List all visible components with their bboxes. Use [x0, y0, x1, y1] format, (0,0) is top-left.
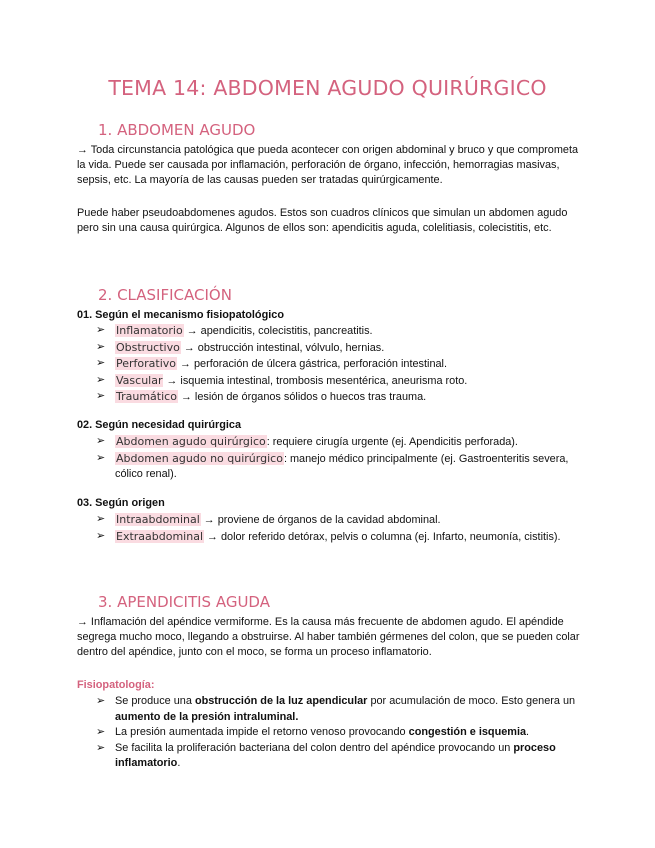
bullet-arrow-icon: ➢	[96, 390, 106, 403]
paragraph-apendicitis: → Inflamación del apéndice vermiforme. Es la causa más frecuente de abdomen agudo. El apéndide segrega mucho moco, llegando a obstruirse. Al haber también gérmenes del colon, que se pueden colar dentro del apéndice, junto con el moco, se forma un proceso inflamatorio.	[77, 616, 580, 659]
list-item	[96, 356, 582, 373]
bullet-arrow-icon: ➢	[96, 695, 106, 707]
bullet-arrow-icon: ➢	[96, 324, 106, 336]
paragraph-pseudoabdomen: Puede haber pseudoabdomenes agudos. Estos son cuadros clínicos que simulan un abdomen agudo pero sin una causa quirúrgica. Algunos de ellos son: apendicitis aguda, colelitiasis, colecistitis, etc.	[77, 207, 568, 235]
item-text: : requiere cirugía urgente (ej. Apendicitis perforada).	[266, 436, 518, 448]
bullet-arrow-icon: ➢	[96, 373, 106, 386]
page-title: TEMA 14: ABDOMEN AGUDO QUIRÚRGICO	[108, 76, 547, 100]
list-item	[96, 323, 582, 340]
highlighted-term: Abdomen agudo quirúrgico	[116, 435, 266, 448]
section-heading-abdomen-agudo: 1. ABDOMEN AGUDO	[98, 121, 256, 139]
item-text: → proviene de órganos de la cavidad abdominal.	[200, 514, 441, 526]
bold-text: congestión e isquemia	[408, 726, 527, 739]
highlighted-term: Vascular	[116, 373, 163, 387]
list-item	[96, 512, 582, 529]
item-text: → perforación de úlcera gástrica, perforación intestinal.	[177, 358, 448, 371]
bullet-arrow-icon: ➢	[96, 529, 106, 542]
highlighted-term: Perforativo	[116, 357, 177, 371]
list-item	[96, 451, 582, 483]
item-text: → dolor referido detórax, pelvis o columna (ej. Infarto, neumonía, cistitis).	[204, 530, 561, 543]
item-text: → lesión de órganos sólidos o huecos tras trauma.	[177, 391, 427, 404]
list-item	[96, 389, 582, 406]
highlighted-term: Intraabdominal	[116, 513, 200, 526]
list-mecanismo	[96, 323, 582, 406]
section-heading-apendicitis: 3. APENDICITIS AGUDA	[98, 593, 270, 611]
item-text: La presión aumentada impide el retorno venoso provocando	[115, 726, 409, 739]
list-origen	[96, 512, 582, 545]
item-text: : manejo médico principalmente (ej. Gastroenteritis severa, cólico renal).	[115, 452, 569, 481]
item-text: → apendicitis, colecistitis, pancreatitis.	[183, 325, 373, 337]
item-text: Se facilita la proliferación bacteriana del colon dentro del apéndice provocando un	[115, 741, 514, 754]
fisiopatologia-label: Fisiopatología:	[77, 679, 155, 691]
item-text: → obstrucción intestinal, vólvulo, hernias.	[180, 341, 385, 354]
highlighted-term: Extraabdominal	[116, 529, 204, 543]
bold-text: obstrucción de la luz apendicular	[194, 695, 368, 707]
item-text: .	[177, 757, 181, 770]
highlighted-term: Obstructivo	[116, 340, 180, 354]
section-heading-clasificacion: 2. CLASIFICACIÓN	[98, 286, 232, 304]
subheading-mecanismo: 01. Según el mecanismo fisiopatológico	[77, 309, 284, 321]
bullet-arrow-icon: ➢	[96, 435, 106, 447]
list-item	[96, 741, 582, 772]
item-text: → isquemia intestinal, trombosis mesentérica, aneurisma roto.	[163, 374, 468, 387]
item-text: Se produce una	[115, 695, 195, 707]
bullet-arrow-icon: ➢	[96, 741, 106, 754]
paragraph-definition: → Toda circunstancia patológica que pueda acontecer con origen abdominal y bruco y que comprometa la vida. Puede ser causada por inflamación, perforación de órgano, infección, hemorragias masivas, sepsis, etc. La mayoría de las causas pueden ser tratadas quirúrgicamente.	[77, 144, 579, 187]
bullet-arrow-icon: ➢	[96, 726, 106, 739]
bullet-arrow-icon: ➢	[96, 340, 106, 353]
highlighted-term: Abdomen agudo no quirúrgico	[116, 451, 283, 465]
bold-text: proceso inflamatorio	[115, 741, 556, 770]
list-necesidad	[96, 434, 582, 483]
highlighted-term: Inflamatorio	[116, 324, 183, 337]
item-text: por acumulación de moco. Esto genera un	[367, 695, 576, 707]
bold-text: aumento de la presión intraluminal.	[115, 710, 299, 723]
subheading-origen: 03. Según origen	[77, 497, 165, 509]
bullet-arrow-icon: ➢	[96, 513, 106, 525]
subheading-necesidad: 02. Según necesidad quirúrgica	[77, 419, 242, 431]
list-item	[96, 529, 582, 546]
list-item	[96, 373, 582, 390]
list-item	[96, 340, 582, 357]
bullet-arrow-icon: ➢	[96, 357, 106, 370]
bullet-arrow-icon: ➢	[96, 451, 106, 464]
list-item	[96, 694, 582, 725]
item-text: .	[526, 726, 530, 739]
list-item	[96, 725, 582, 741]
list-item	[96, 434, 582, 451]
highlighted-term: Traumático	[116, 390, 177, 404]
list-fisiopatologia	[96, 694, 582, 772]
